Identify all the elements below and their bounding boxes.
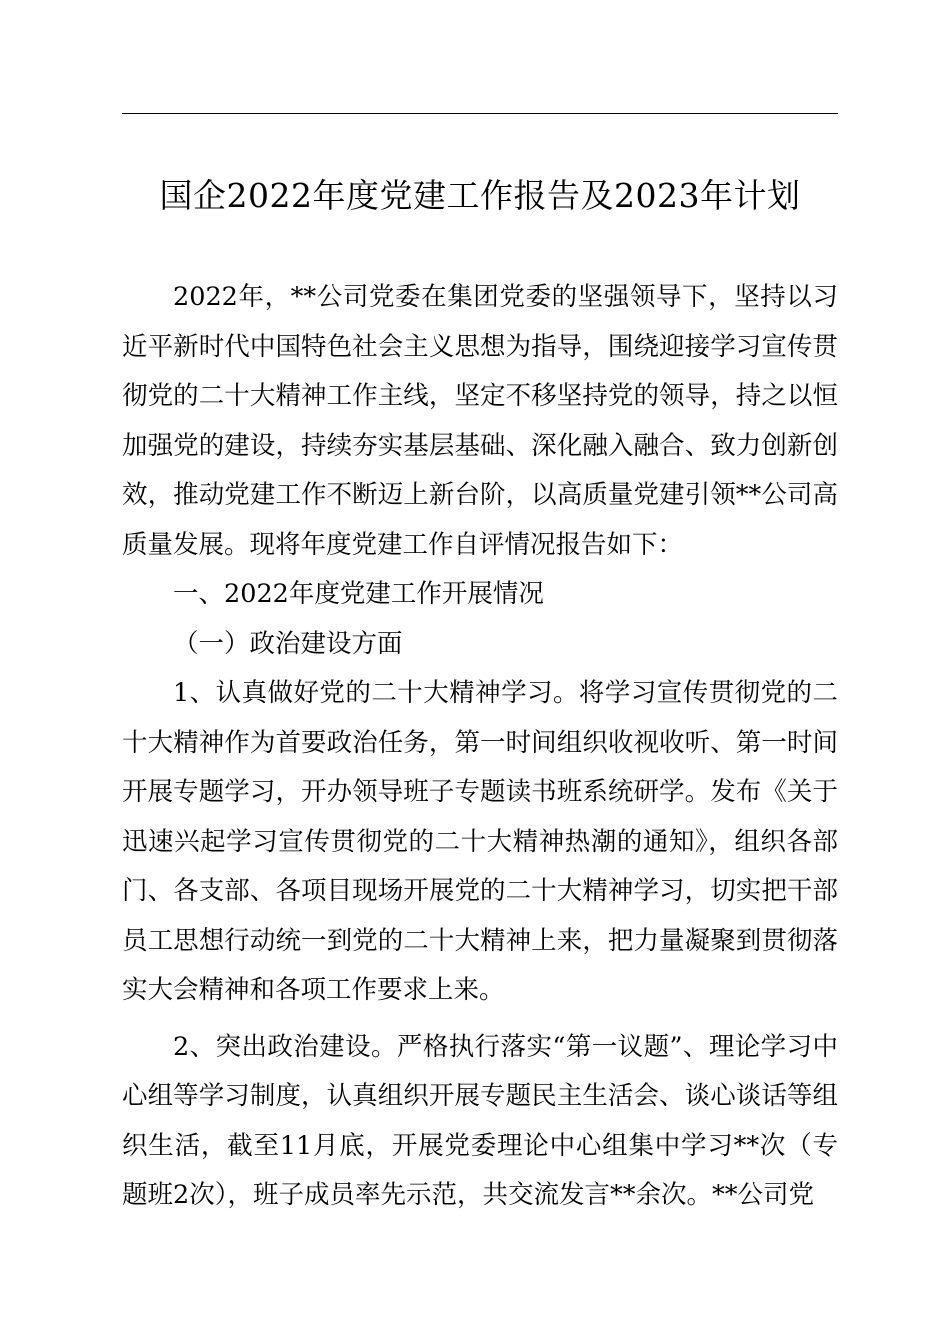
item-1-paragraph: 1、认真做好党的二十大精神学习。将学习宣传贯彻党的二十大精神作为首要政治任务，第一时间组织收视收听、第一时间开展专题学习，开办领导班子专题读书班系统研学。发布《关于迅速兴起学习宣传贯彻党的二十大精神热潮的通知》，组织各部门、各支部、各项目现场开展党的二十大精神学习，切实把干部员工思想行动统一到党的二十大精神上来，把力量凝聚到贯彻落实大会精神和各项工作要求上来。 <box>122 678 838 1005</box>
document-title: 国企2022年度党建工作报告及2023年计划 <box>159 176 801 215</box>
header-rule <box>122 113 838 114</box>
section-heading: 一、2022年度党建工作开展情况 <box>173 579 544 609</box>
document-body <box>122 273 838 1221</box>
subsection-heading: （一）政治建设方面 <box>173 628 403 659</box>
intro-paragraph: 2022年，**公司党委在集团党委的坚强领导下，坚持以习近平新时代中国特色社会主义思想为指导，围绕迎接学习宣传贯彻党的二十大精神工作主线，坚定不移坚持党的领导，持之以恒加强党的建设，持续夯实基层基础、深化融入融合、致力创新创效，推动党建工作不断迈上新台阶，以高质量党建引领**公司高质量发展。现将年度党建工作自评情况报告如下： <box>122 282 838 560</box>
item-2-paragraph: 2、突出政治建设。严格执行落实“第一议题”、理论学习中心组等学习制度，认真组织开展专题民主生活会、谈心谈话等组织生活，截至11月底，开展党委理论中心组集中学习**次（专题班2次），班子成员率先示范，共交流发言**余次。**公司党 <box>122 1031 838 1210</box>
